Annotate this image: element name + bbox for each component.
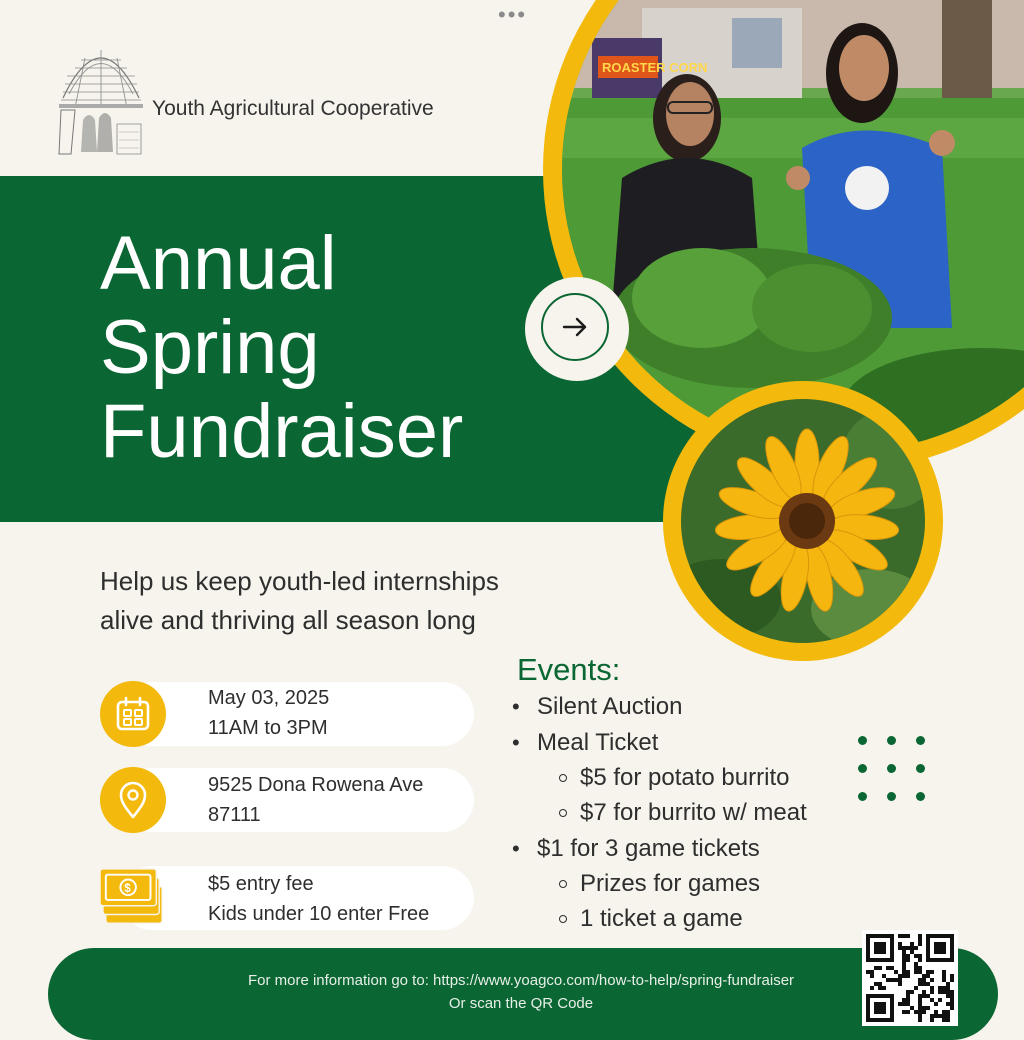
organization-name: Youth Agricultural Cooperative — [152, 97, 434, 120]
cooperative-logo — [55, 28, 147, 158]
event-time: 11AM to 3PM — [208, 717, 328, 739]
title-line-2: Spring — [100, 305, 320, 390]
title-line-3: Fundraiser — [100, 389, 464, 474]
event-subitem: Prizes for games — [580, 870, 761, 897]
money-icon — [100, 864, 166, 930]
event-title — [100, 222, 580, 474]
event-subitem: $5 for potato burrito — [580, 764, 790, 791]
fee-text — [208, 869, 429, 929]
tagline-line-2: alive and thriving all season long — [100, 605, 476, 635]
svg-text:$: $ — [124, 882, 131, 896]
qr-code[interactable] — [862, 930, 958, 1026]
date-text — [208, 683, 329, 743]
decorative-dots — [858, 736, 932, 800]
tagline-line-1: Help us keep youth-led internships — [100, 566, 499, 596]
address-zip: 87111 — [208, 804, 261, 826]
more-dots-icon[interactable]: ••• — [498, 2, 528, 27]
arrow-right-icon[interactable] — [541, 293, 609, 361]
kids-free: Kids under 10 enter Free — [208, 903, 430, 925]
info-link[interactable]: For more information go to: https://www.yoagco.com/how-to-help/spring-fundraiser — [247, 972, 795, 989]
event-item: • $1 for 3 game tickets — [537, 834, 760, 864]
event-item: • Silent Auction — [537, 692, 682, 722]
title-line-1: Annual — [100, 221, 337, 306]
event-subitem: $7 for burrito w/ meat — [580, 799, 807, 826]
qr-prompt: Or scan the QR Code — [448, 995, 594, 1012]
event-date: May 03, 2025 — [208, 687, 330, 709]
events-heading: Events: — [517, 652, 621, 687]
event-item: • Meal Ticket — [537, 728, 658, 758]
footer-bar — [48, 948, 998, 1040]
address-text — [208, 770, 423, 830]
roaster-corn-sign: ROASTER CORN — [602, 60, 708, 75]
event-subitem: 1 ticket a game — [580, 905, 743, 932]
tagline — [100, 562, 620, 640]
sunflower-photo — [681, 399, 925, 643]
calendar-icon — [100, 681, 166, 747]
address-street: 9525 Dona Rowena Ave — [208, 774, 424, 796]
entry-fee: $5 entry fee — [208, 873, 314, 895]
location-pin-icon — [100, 767, 166, 833]
